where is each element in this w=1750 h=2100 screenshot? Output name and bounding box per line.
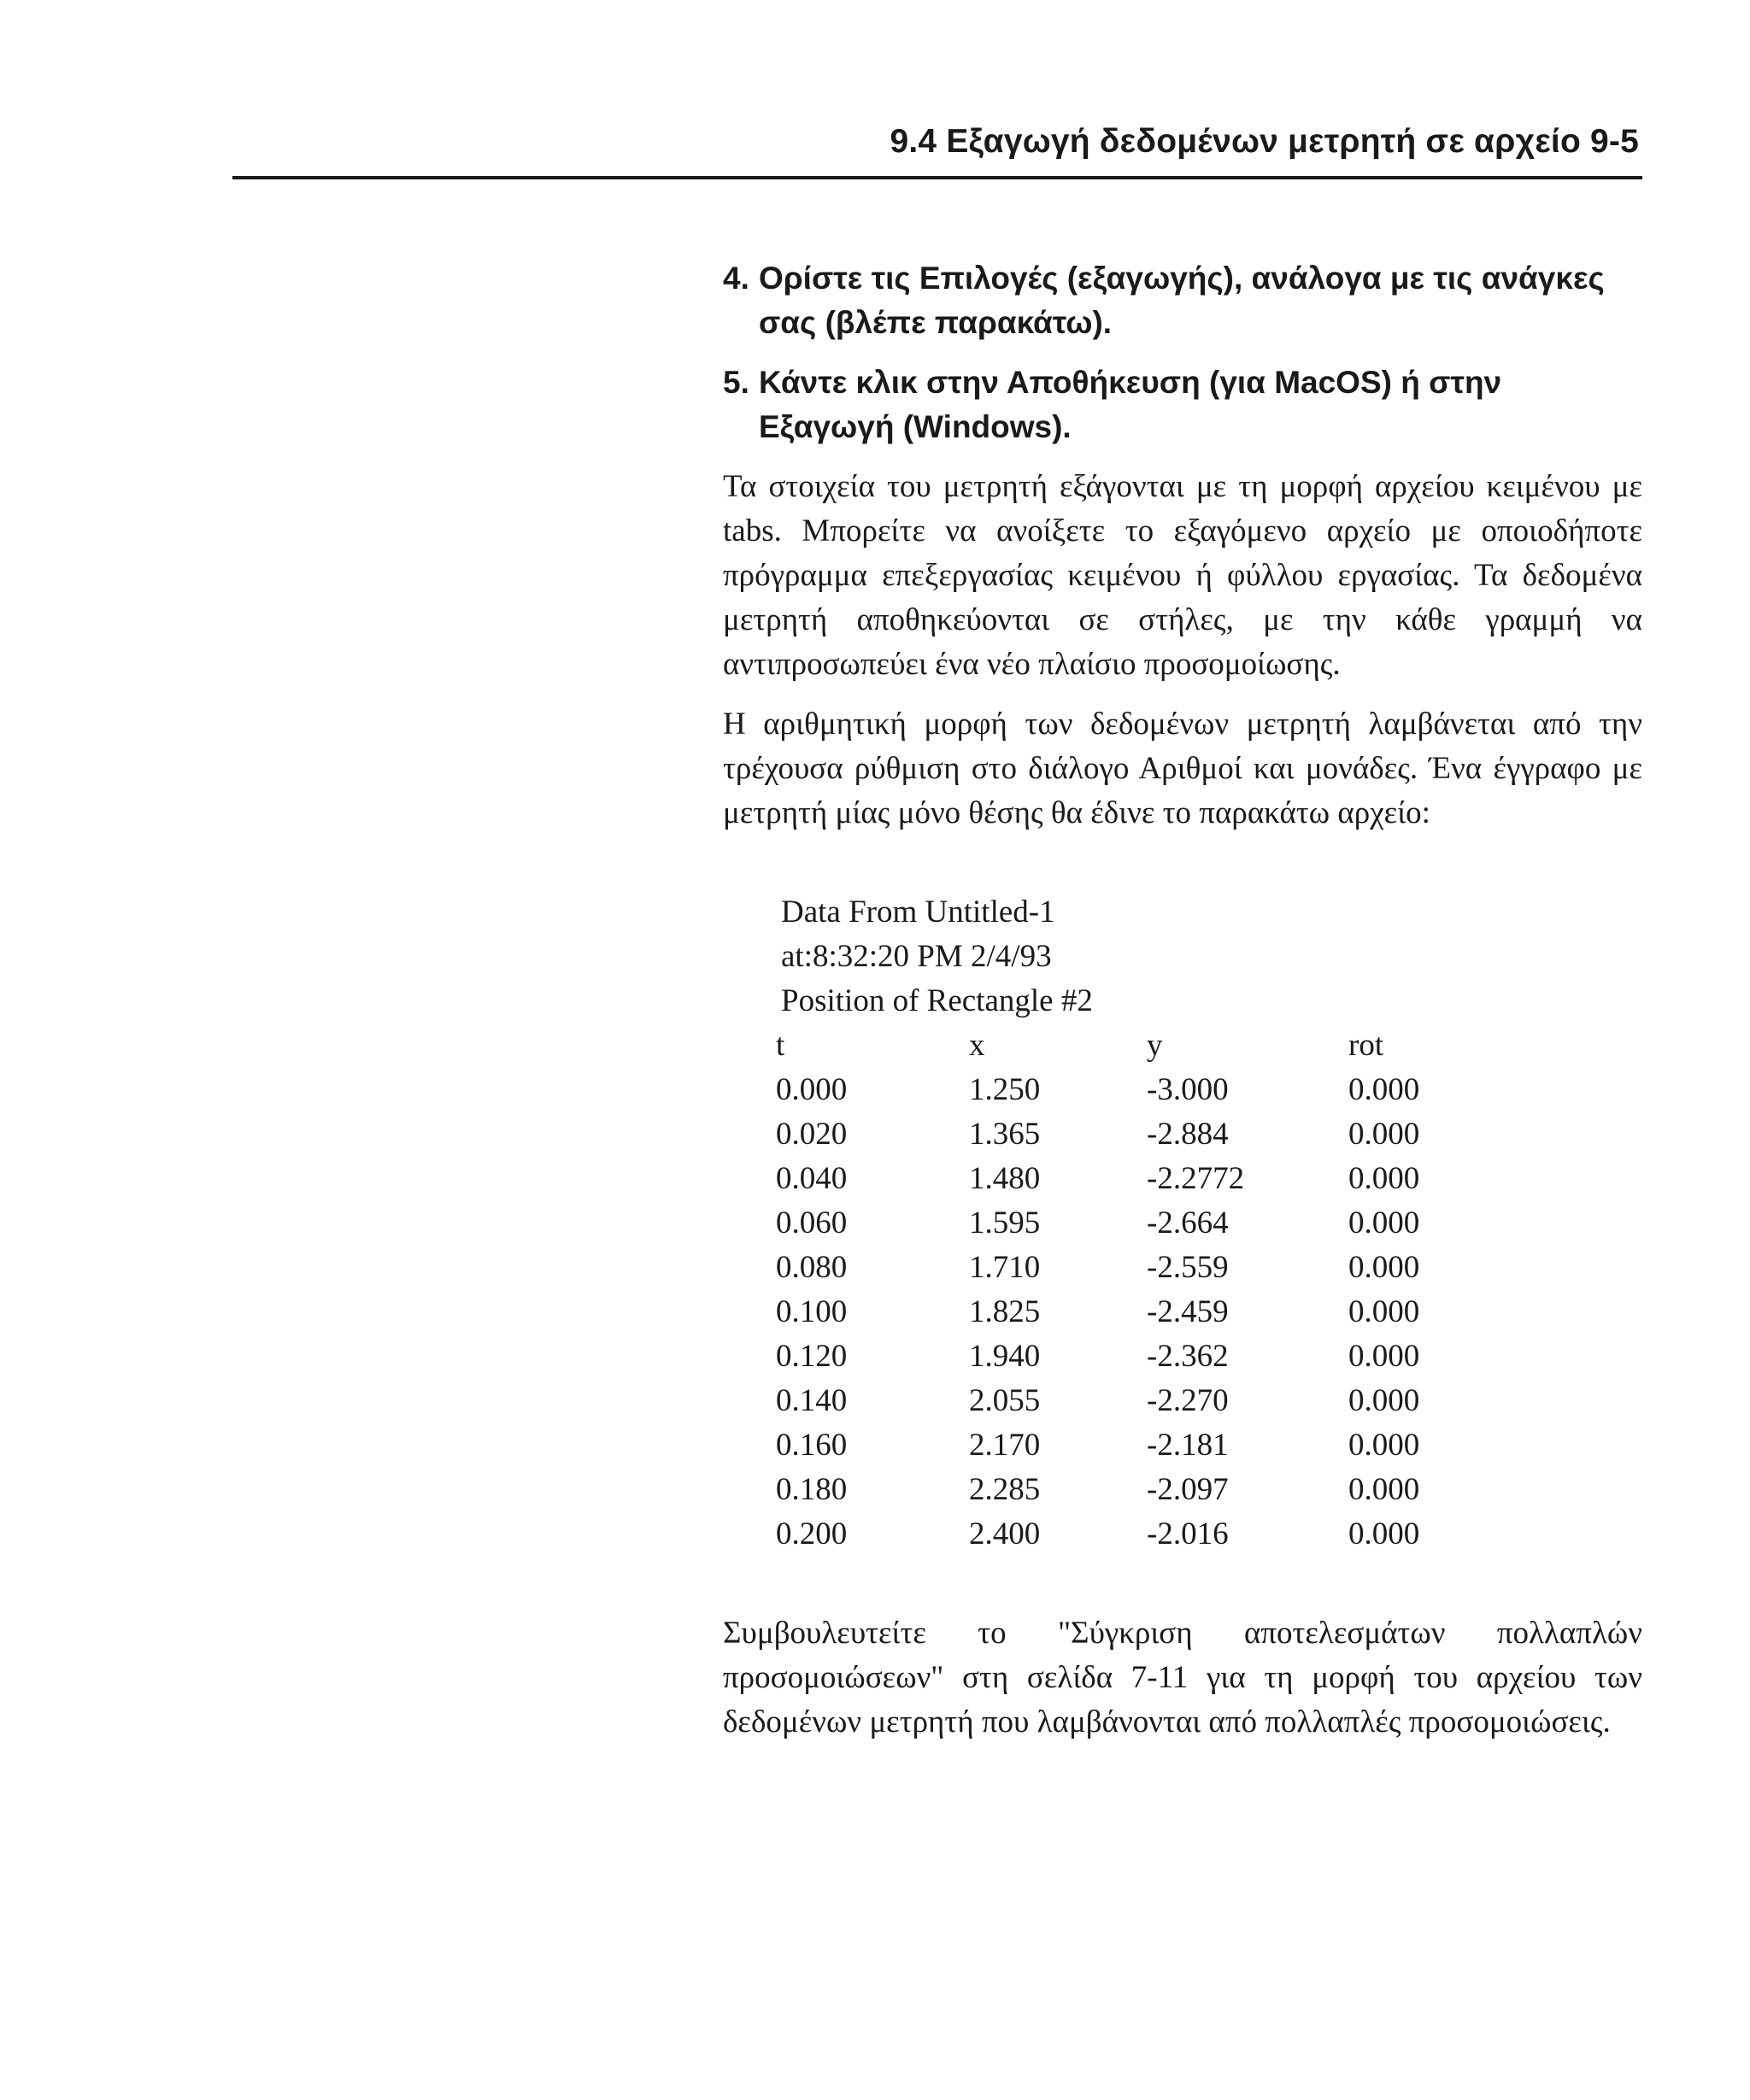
table-cell: 1.940 bbox=[969, 1339, 1041, 1374]
table-cell: 2.285 bbox=[969, 1472, 1041, 1507]
paragraph-number-format: Η αριθμητική μορφή των δεδομένων μετρητή λαμβάνεται από την τρέχουσα ρύθμιση στο διάλογο Αριθμοί και μονάδες. Ένα έγγραφο με μετρητή μίας μόνο θέσης θα έδινε το παρακάτω αρχείο: bbox=[723, 707, 1642, 830]
step-5 bbox=[723, 361, 1642, 449]
example-file-timestamp-line: at:8:32:20 PM 2/4/93 bbox=[781, 939, 1052, 974]
table-cell: -2.270 bbox=[1147, 1383, 1229, 1418]
table-cell: 1.250 bbox=[969, 1072, 1041, 1107]
table-row bbox=[776, 1157, 1468, 1201]
table-cell: -2.362 bbox=[1147, 1339, 1229, 1374]
example-file-block bbox=[776, 890, 1642, 1557]
table-row bbox=[776, 1201, 1468, 1246]
table-cell: 0.000 bbox=[1348, 1516, 1420, 1552]
table-cell: 0.140 bbox=[776, 1383, 848, 1418]
example-file-header-line: Data From Untitled-1 bbox=[781, 895, 1055, 930]
table-cell: 0.200 bbox=[776, 1516, 848, 1552]
table-cell: 1.595 bbox=[969, 1205, 1041, 1241]
table-row bbox=[776, 1379, 1468, 1423]
table-cell: 0.000 bbox=[1348, 1072, 1420, 1107]
table-row bbox=[776, 1068, 1468, 1112]
table-cell: 1.365 bbox=[969, 1117, 1041, 1152]
table-row bbox=[776, 1334, 1468, 1379]
table-row bbox=[776, 1468, 1468, 1512]
table-cell: -3.000 bbox=[1147, 1072, 1229, 1107]
column-header: y bbox=[1147, 1028, 1163, 1063]
column-header: rot bbox=[1348, 1028, 1384, 1063]
table-row bbox=[776, 1512, 1468, 1557]
table-cell: 0.100 bbox=[776, 1294, 848, 1329]
table-cell: -2.459 bbox=[1147, 1294, 1229, 1329]
table-cell: 2.400 bbox=[969, 1516, 1041, 1552]
table-cell: 0.000 bbox=[1348, 1472, 1420, 1507]
table-cell: -2.664 bbox=[1147, 1205, 1229, 1241]
example-data-table bbox=[776, 1024, 1468, 1557]
table-cell: 1.710 bbox=[969, 1250, 1041, 1285]
table-cell: 0.000 bbox=[1348, 1383, 1420, 1418]
table-cell: 0.160 bbox=[776, 1428, 848, 1463]
page-header bbox=[232, 120, 1642, 179]
table-cell: 0.020 bbox=[776, 1117, 848, 1152]
step-number: 5. bbox=[723, 365, 749, 400]
table-cell: 0.000 bbox=[1348, 1339, 1420, 1374]
table-cell: 0.000 bbox=[1348, 1250, 1420, 1285]
table-header-row bbox=[776, 1024, 1468, 1068]
main-content bbox=[723, 256, 1642, 1760]
table-cell: 0.000 bbox=[1348, 1117, 1420, 1152]
running-header-title: 9.4 Εξαγωγή δεδομένων μετρητή σε αρχείο 9-5 bbox=[890, 123, 1639, 160]
table-cell: 2.055 bbox=[969, 1383, 1041, 1418]
table-cell: 0.180 bbox=[776, 1472, 848, 1507]
table-cell: 0.060 bbox=[776, 1205, 848, 1241]
table-cell: 0.000 bbox=[1348, 1205, 1420, 1241]
table-cell: -2.559 bbox=[1147, 1250, 1229, 1285]
table-cell: 2.170 bbox=[969, 1428, 1041, 1463]
step-text: Κάντε κλικ στην Αποθήκευση (για MacOS) ή στην Εξαγωγή (Windows). bbox=[759, 365, 1502, 444]
column-header: x bbox=[969, 1028, 985, 1063]
table-cell: 0.000 bbox=[1348, 1294, 1420, 1329]
table-cell: 1.480 bbox=[969, 1161, 1041, 1196]
table-cell: 0.040 bbox=[776, 1161, 848, 1196]
table-row bbox=[776, 1112, 1468, 1157]
example-file-meter-line: Position of Rectangle #2 bbox=[781, 983, 1093, 1018]
paragraph-see-also: Συμβουλευτείτε το "Σύγκριση αποτελεσμάτων πολλαπλών προσομοιώσεων" στη σελίδα 7-11 για τη μορφή του αρχείου των δεδομένων μετρητή που λαμβάνονται από πολλαπλές προσομοιώσεις. bbox=[723, 1616, 1642, 1739]
table-row bbox=[776, 1423, 1468, 1468]
table-cell: -2.884 bbox=[1147, 1117, 1229, 1152]
table-cell: 0.000 bbox=[776, 1072, 848, 1107]
table-cell: -2.2772 bbox=[1147, 1161, 1245, 1196]
table-cell: -2.097 bbox=[1147, 1472, 1229, 1507]
table-cell: -2.181 bbox=[1147, 1428, 1229, 1463]
table-cell: -2.016 bbox=[1147, 1516, 1229, 1552]
table-cell: 0.080 bbox=[776, 1250, 848, 1285]
table-row bbox=[776, 1246, 1468, 1290]
table-cell: 0.000 bbox=[1348, 1428, 1420, 1463]
table-cell: 0.000 bbox=[1348, 1161, 1420, 1196]
step-number: 4. bbox=[723, 261, 749, 296]
table-cell: 0.120 bbox=[776, 1339, 848, 1374]
table-row bbox=[776, 1290, 1468, 1334]
step-text: Ορίστε τις Επιλογές (εξαγωγής), ανάλογα με τις ανάγκες σας (βλέπε παρακάτω). bbox=[759, 261, 1605, 340]
table-cell: 1.825 bbox=[969, 1294, 1041, 1329]
column-header: t bbox=[776, 1028, 785, 1063]
step-4 bbox=[723, 256, 1642, 345]
paragraph-export-format: Τα στοιχεία του μετρητή εξάγονται με τη μορφή αρχείου κειμένου με tabs. Μπορείτε να ανοίξετε το εξαγόμενο αρχείο με οποιοδήποτε πρόγραμμα επεξεργασίας κειμένου ή φύλλου εργασίας. Τα δεδομένα μετρητή αποθηκεύονται σε στήλες, με την κάθε γραμμή να αντιπροσωπεύει ένα νέο πλαίσιο προσομοίωσης. bbox=[723, 469, 1642, 682]
